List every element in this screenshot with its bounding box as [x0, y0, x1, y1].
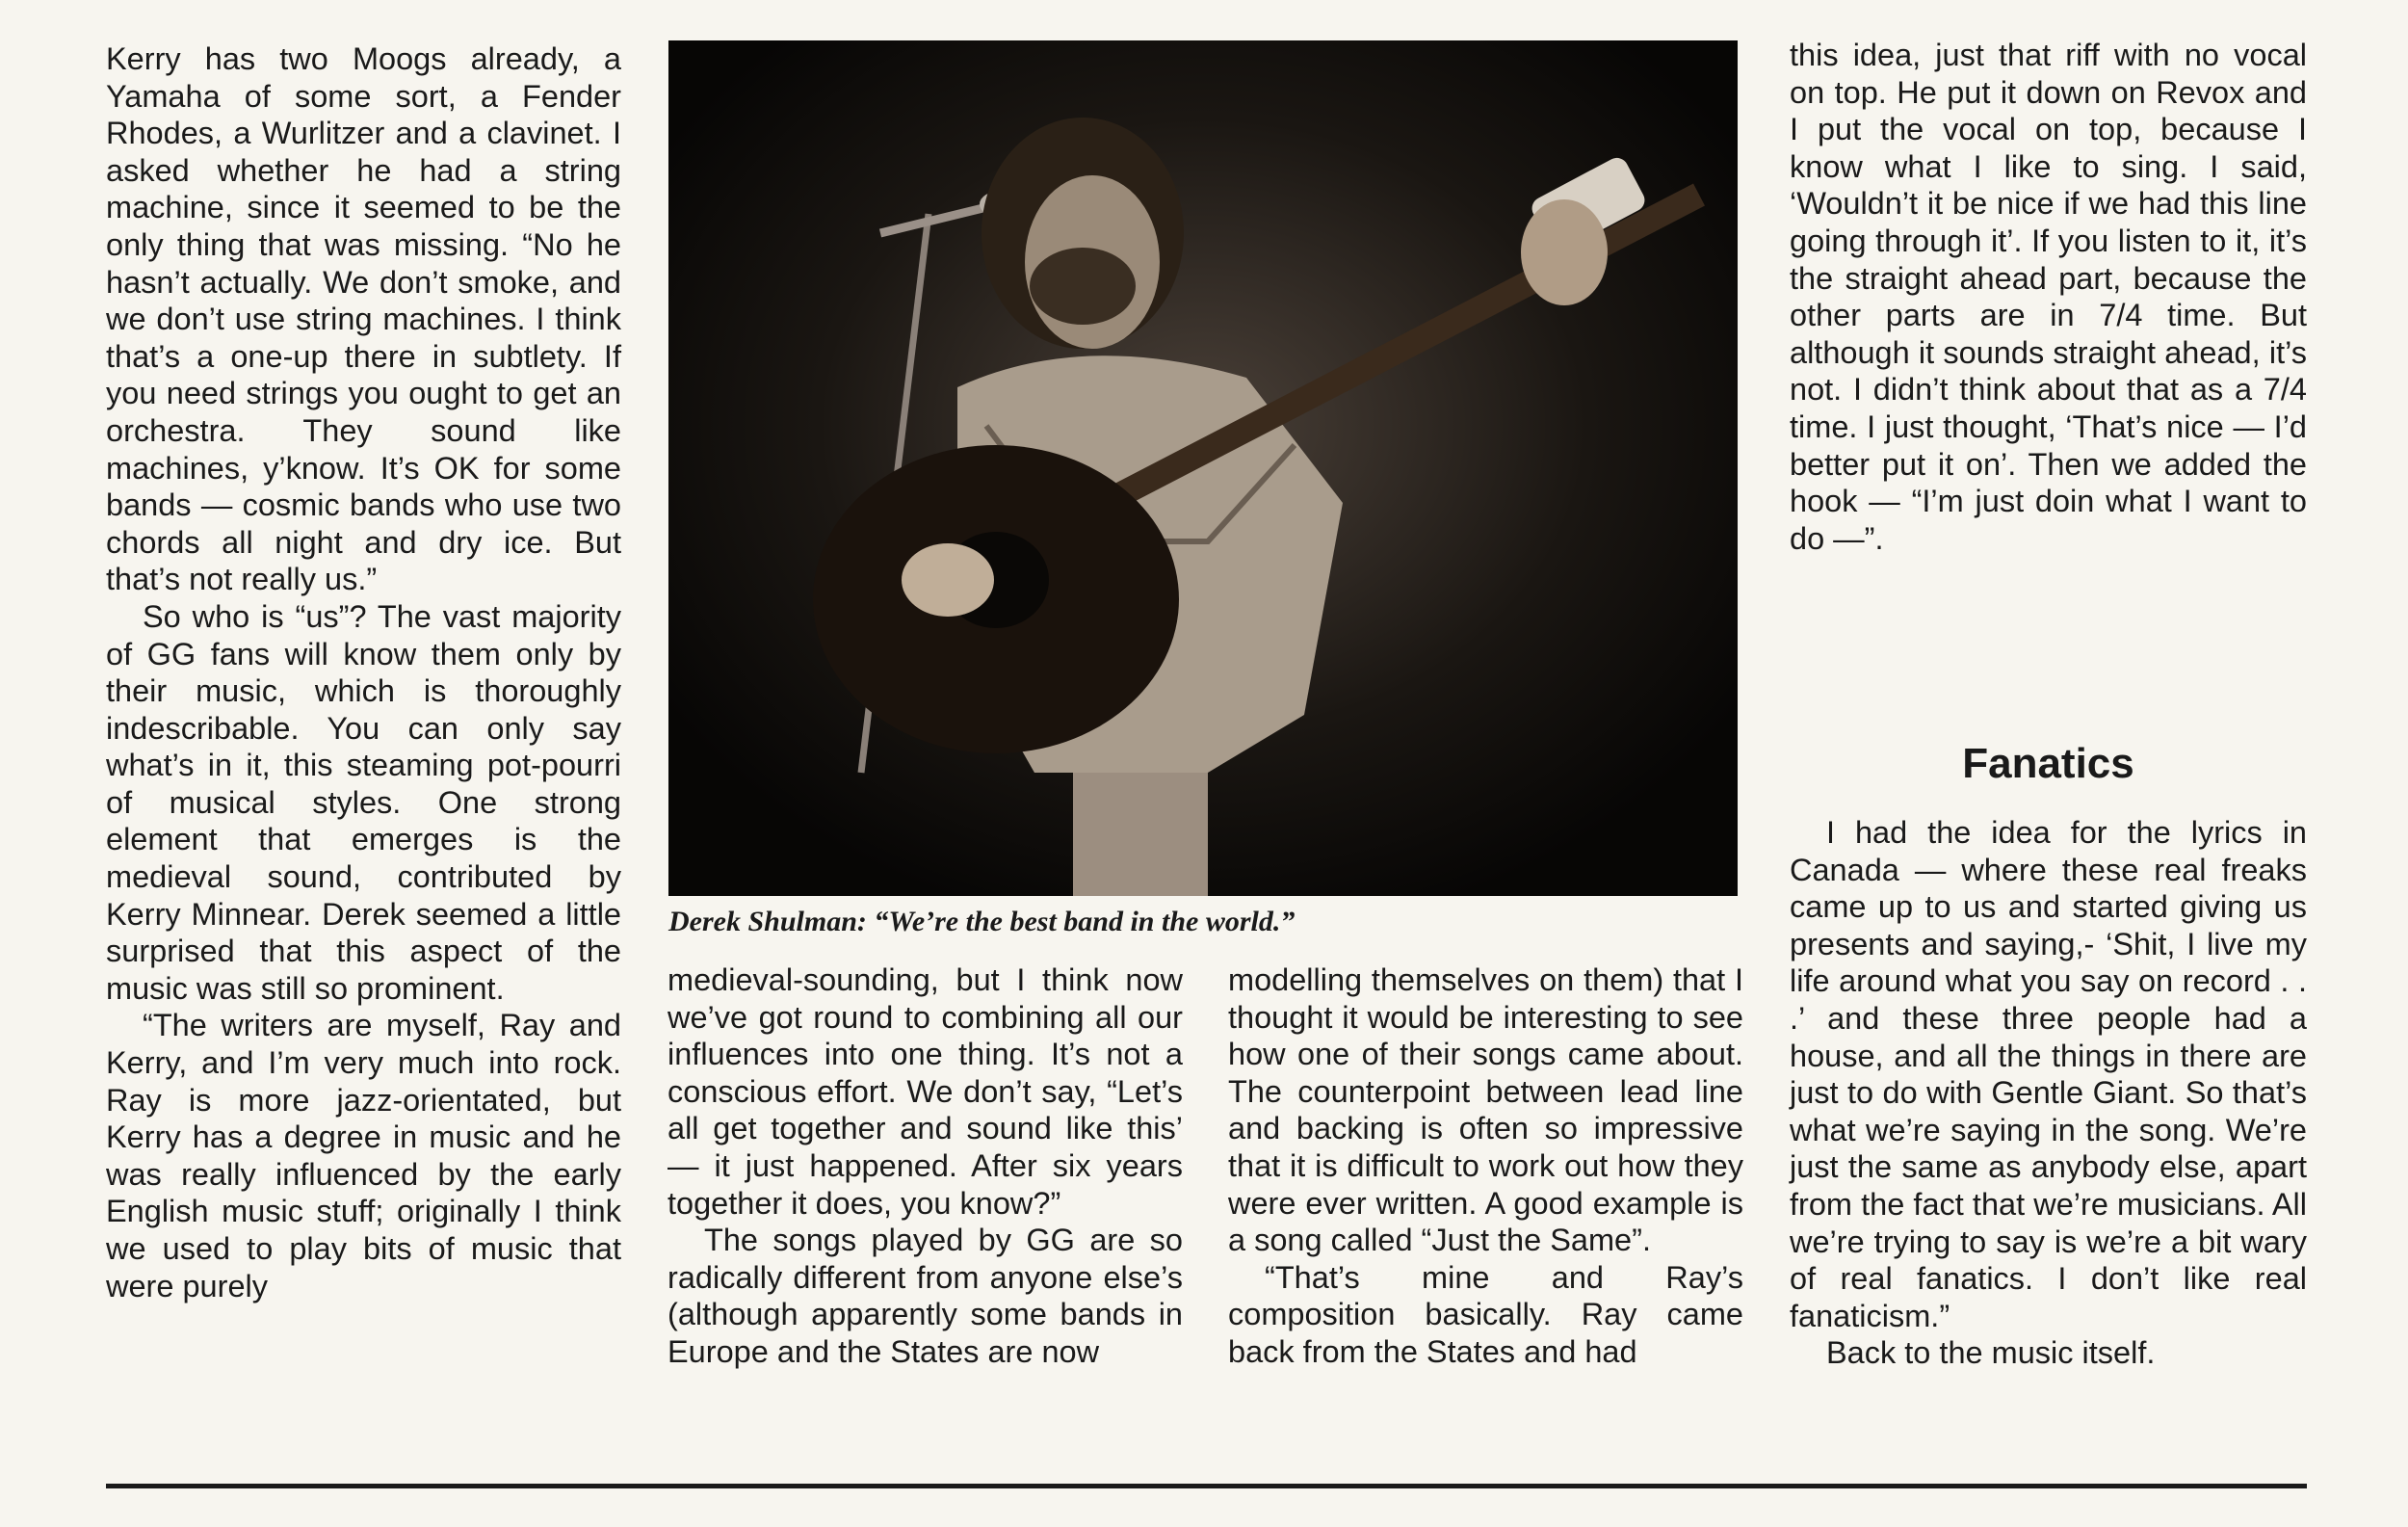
article-column-3	[1228, 961, 1743, 1371]
section-heading: Fanatics	[1962, 740, 2134, 787]
paragraph: “That’s mine and Ray’s composition basically. Ray came back from the States and had	[1228, 1259, 1743, 1369]
paragraph: The songs played by GG are so radically different from anyone else’s (although apparently some bands in Europe and the States are now	[667, 1223, 1183, 1369]
paragraph: “The writers are myself, Ray and Kerry, and I’m very much into rock. Ray is more jazz-orientated, but Kerry has a degree in music and he was really influenced by the early English music stuff; originally I think we used to play bits of music that were purely	[106, 1008, 621, 1303]
paragraph: this idea, just that riff with no vocal on top. He put it down on Revox and I put the vocal on top, because I know what I like to sing. I said, ‘Wouldn’t it be nice if we had this line going through it’. If you listen to it, it’s the straight ahead part, because the other parts are in 7/4 time. But although it sounds straight ahead, it’s not. I didn’t think about that as a 7/4 time. I just thought, ‘That’s nice — I’d better put it on’. Then we added the hook — “I’m just doin what I want to do —”.	[1790, 38, 2307, 556]
paragraph: So who is “us”? The vast majority of GG fans will know them only by their music, which is thoroughly indescribable. You can only say what’s in it, this steaming pot-pourri of musical styles. One strong element that emerges is the medieval sound, contributed by Kerry Minnear. Derek seemed a little surprised that this aspect of the music was still so prominent.	[106, 598, 621, 1006]
article-column-4	[1790, 37, 2307, 557]
article-column-1	[106, 40, 621, 1304]
article-column-2	[667, 961, 1183, 1371]
paragraph: modelling themselves on them) that I thought it would be interesting to see how one of their songs came about. The counterpoint between lead line and backing is often so impressive that it is difficult to work out how they were ever written. A good example is a song called “Just the Same”.	[1228, 962, 1743, 1258]
paragraph: I had the idea for the lyrics in Canada — where these real freaks came up to us and started giving us presents and saying,- ‘Shit, I live my life around what you say on record . . .’ and these three people had a house, and all the things in there are just to do with Gentle Giant. So that’s what we’re saying in the song. We’re just the same as anybody else, apart from the fact that we’re musicians. All we’re trying to say is we’re a bit wary of real fanatics. I don’t like real fanaticism.”	[1790, 815, 2307, 1333]
concert-photo	[668, 40, 1738, 896]
paragraph: medieval-sounding, but I think now we’ve got round to combining all our influences into one thing. It’s not a conscious effort. We don’t say, “Let’s all get together and sound like this’ — it just happened. After six years together it does, you know?”	[667, 962, 1183, 1221]
paragraph: Kerry has two Moogs already, a Yamaha of some sort, a Fender Rhodes, a Wurlitzer and a clavinet. I asked whether he had a string machine, since it seemed to be the only thing that was missing. “No he hasn’t actually. We don’t smoke, and we don’t use string machines. I think that’s a one-up there in subtlety. If you need strings you ought to get an orchestra. They sound like machines, y’know. It’s OK for some bands — cosmic bands who use two chords all night and dry ice. But that’s not really us.”	[106, 41, 621, 597]
paragraph: Back to the music itself.	[1826, 1335, 2156, 1371]
article-column-4-continued	[1790, 814, 2307, 1372]
photo-image	[668, 40, 1738, 896]
page-rule	[106, 1484, 2307, 1488]
photo-caption: Derek Shulman: “We’re the best band in the world.”	[668, 906, 1296, 937]
